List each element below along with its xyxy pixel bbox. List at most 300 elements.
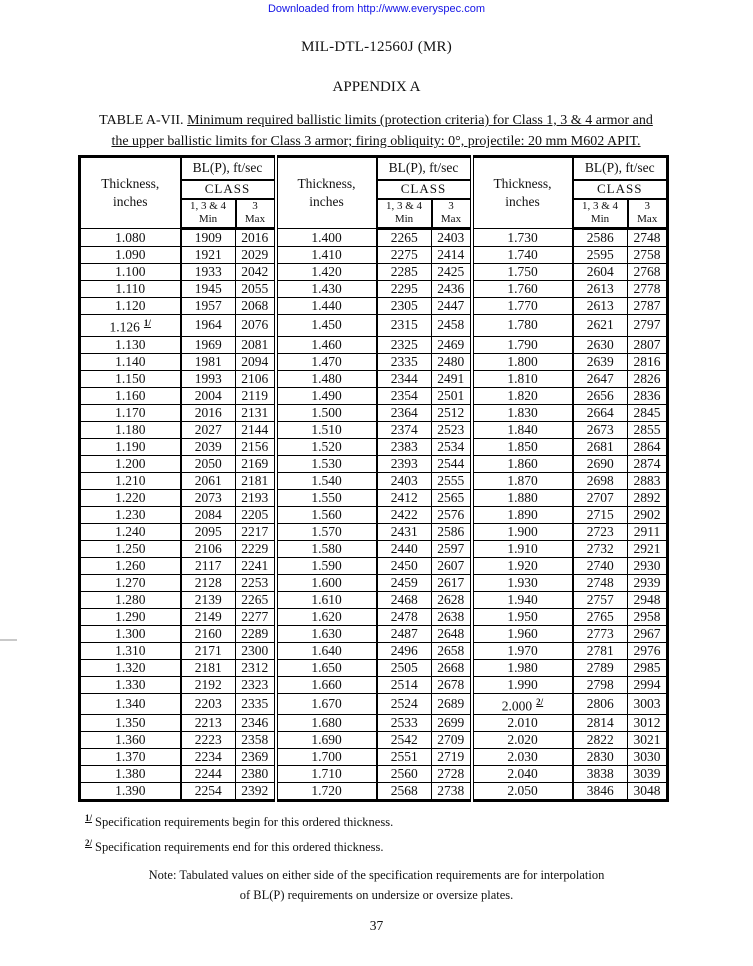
bl-min-cell: 2630 bbox=[573, 336, 628, 353]
bl-max-cell: 2921 bbox=[628, 540, 668, 557]
table-row bbox=[80, 472, 668, 489]
bl-max-cell: 2469 bbox=[432, 336, 472, 353]
table-row bbox=[80, 557, 668, 574]
bl-max-cell: 2728 bbox=[432, 766, 472, 783]
bl-min-cell: 2139 bbox=[181, 591, 236, 608]
bl-min-cell: 2213 bbox=[181, 715, 236, 732]
thickness-cell: 1.770 bbox=[472, 298, 573, 315]
thickness-cell: 1.920 bbox=[472, 557, 573, 574]
thickness-cell: 1.340 bbox=[80, 693, 181, 715]
bl-min-cell: 2468 bbox=[377, 591, 432, 608]
thickness-cell: 2.020 bbox=[472, 732, 573, 749]
bl-max-cell: 2948 bbox=[628, 591, 668, 608]
bl-min-cell: 2450 bbox=[377, 557, 432, 574]
bl-min-cell: 2160 bbox=[181, 625, 236, 642]
bl-max-cell: 2068 bbox=[236, 298, 276, 315]
bl-max-cell: 2617 bbox=[432, 574, 472, 591]
bl-max-cell: 2958 bbox=[628, 608, 668, 625]
bl-min-cell: 2514 bbox=[377, 676, 432, 693]
thickness-cell: 1.126 $^{1/}$ bbox=[80, 315, 181, 337]
bl-min-cell: 2265 bbox=[377, 229, 432, 247]
bl-max-cell: 2778 bbox=[628, 281, 668, 298]
bl-min-cell: 2478 bbox=[377, 608, 432, 625]
footnote-2: $^{2/}$ Specification requirements end for this ordered thickness. bbox=[85, 838, 384, 855]
bl-min-cell: 2459 bbox=[377, 574, 432, 591]
bl-max-cell: 2768 bbox=[628, 264, 668, 281]
thickness-cell: 1.820 bbox=[472, 387, 573, 404]
bl-max-cell: 2994 bbox=[628, 676, 668, 693]
thickness-cell: 1.720 bbox=[276, 783, 377, 801]
blp-header: BL(P), ft/sec bbox=[377, 157, 472, 180]
bl-max-cell: 3030 bbox=[628, 749, 668, 766]
bl-min-cell: 2664 bbox=[573, 404, 628, 421]
thickness-cell: 1.590 bbox=[276, 557, 377, 574]
bl-min-cell: 2496 bbox=[377, 642, 432, 659]
thickness-cell: 1.640 bbox=[276, 642, 377, 659]
bl-min-cell: 2073 bbox=[181, 489, 236, 506]
class-header: CLASS bbox=[573, 180, 668, 199]
table-row bbox=[80, 642, 668, 659]
note-text: Note: Tabulated values on either side of the specification requirements are for interpolation of BL(P) requirements on undersize or oversize plates. bbox=[148, 868, 605, 903]
bl-max-cell: 2193 bbox=[236, 489, 276, 506]
thickness-cell: 1.630 bbox=[276, 625, 377, 642]
bl-min-cell: 2244 bbox=[181, 766, 236, 783]
thickness-cell: 1.460 bbox=[276, 336, 377, 353]
thickness-cell: 1.990 bbox=[472, 676, 573, 693]
bl-max-cell: 3012 bbox=[628, 715, 668, 732]
table-row bbox=[80, 281, 668, 298]
thickness-cell: 1.440 bbox=[276, 298, 377, 315]
thickness-cell: 1.930 bbox=[472, 574, 573, 591]
bl-max-cell: 2403 bbox=[432, 229, 472, 247]
bl-min-cell: 2613 bbox=[573, 298, 628, 315]
bl-min-cell: 2524 bbox=[377, 693, 432, 715]
bl-min-cell: 2039 bbox=[181, 438, 236, 455]
table-row bbox=[80, 749, 668, 766]
bl-min-cell: 2305 bbox=[377, 298, 432, 315]
thickness-cell: 1.420 bbox=[276, 264, 377, 281]
footnote-1: $^{1/}$ Specification requirements begin for this ordered thickness. bbox=[85, 813, 394, 830]
bl-min-cell: 2383 bbox=[377, 438, 432, 455]
bl-max-cell: 2939 bbox=[628, 574, 668, 591]
thickness-cell: 1.540 bbox=[276, 472, 377, 489]
bl-min-cell: 2698 bbox=[573, 472, 628, 489]
bl-max-cell: 3003 bbox=[628, 693, 668, 715]
bl-max-cell: 2414 bbox=[432, 247, 472, 264]
bl-min-cell: 2732 bbox=[573, 540, 628, 557]
ballistic-limits-table bbox=[78, 155, 669, 802]
thickness-cell: 1.190 bbox=[80, 438, 181, 455]
bl-min-cell: 2128 bbox=[181, 574, 236, 591]
bl-min-cell: 2149 bbox=[181, 608, 236, 625]
max-header: 3 Max bbox=[236, 199, 276, 229]
bl-max-cell: 2501 bbox=[432, 387, 472, 404]
thickness-cell: 1.230 bbox=[80, 506, 181, 523]
bl-min-cell: 2723 bbox=[573, 523, 628, 540]
bl-max-cell: 2976 bbox=[628, 642, 668, 659]
table-row bbox=[80, 247, 668, 264]
bl-max-cell: 2638 bbox=[432, 608, 472, 625]
bl-max-cell: 3039 bbox=[628, 766, 668, 783]
table-row bbox=[80, 298, 668, 315]
bl-min-cell: 2822 bbox=[573, 732, 628, 749]
bl-max-cell: 2346 bbox=[236, 715, 276, 732]
blp-header: BL(P), ft/sec bbox=[181, 157, 276, 180]
bl-max-cell: 2864 bbox=[628, 438, 668, 455]
bl-min-cell: 2830 bbox=[573, 749, 628, 766]
bl-max-cell: 2738 bbox=[432, 783, 472, 801]
bl-max-cell: 2576 bbox=[432, 506, 472, 523]
table-row bbox=[80, 625, 668, 642]
bl-min-cell: 2707 bbox=[573, 489, 628, 506]
table-row bbox=[80, 732, 668, 749]
bl-min-cell: 2781 bbox=[573, 642, 628, 659]
thickness-cell: 1.650 bbox=[276, 659, 377, 676]
bl-max-cell: 2902 bbox=[628, 506, 668, 523]
bl-max-cell: 2277 bbox=[236, 608, 276, 625]
thickness-cell: 1.800 bbox=[472, 353, 573, 370]
thickness-header: Thickness, inches bbox=[472, 157, 573, 229]
bl-min-cell: 2203 bbox=[181, 693, 236, 715]
bl-min-cell: 2551 bbox=[377, 749, 432, 766]
bl-min-cell: 2505 bbox=[377, 659, 432, 676]
bl-min-cell: 2681 bbox=[573, 438, 628, 455]
bl-min-cell: 2765 bbox=[573, 608, 628, 625]
thickness-cell: 1.400 bbox=[276, 229, 377, 247]
bl-max-cell: 2930 bbox=[628, 557, 668, 574]
bl-max-cell: 2534 bbox=[432, 438, 472, 455]
thickness-cell: 1.300 bbox=[80, 625, 181, 642]
table-caption-line2: the upper ballistic limits for Class 3 armor; firing obliquity: 0°, projectile: 20 mm M602 APIT. bbox=[111, 134, 641, 149]
thickness-cell: 1.950 bbox=[472, 608, 573, 625]
table-row bbox=[80, 404, 668, 421]
header-row-blp bbox=[80, 157, 668, 180]
thickness-cell: 1.430 bbox=[276, 281, 377, 298]
bl-min-cell: 2344 bbox=[377, 370, 432, 387]
bl-min-cell: 2647 bbox=[573, 370, 628, 387]
bl-max-cell: 2555 bbox=[432, 472, 472, 489]
bl-min-cell: 1933 bbox=[181, 264, 236, 281]
bl-max-cell: 2181 bbox=[236, 472, 276, 489]
bl-min-cell: 2422 bbox=[377, 506, 432, 523]
thickness-cell: 1.170 bbox=[80, 404, 181, 421]
bl-min-cell: 2295 bbox=[377, 281, 432, 298]
thickness-cell: 1.320 bbox=[80, 659, 181, 676]
bl-max-cell: 2678 bbox=[432, 676, 472, 693]
footnote-2-marker: 2/ bbox=[85, 838, 93, 849]
bl-min-cell: 2748 bbox=[573, 574, 628, 591]
bl-max-cell: 2358 bbox=[236, 732, 276, 749]
table-caption bbox=[46, 110, 706, 152]
bl-min-cell: 2315 bbox=[377, 315, 432, 337]
bl-min-cell: 2595 bbox=[573, 247, 628, 264]
bl-max-cell: 2816 bbox=[628, 353, 668, 370]
bl-max-cell: 2658 bbox=[432, 642, 472, 659]
bl-max-cell: 2425 bbox=[432, 264, 472, 281]
thickness-cell: 1.270 bbox=[80, 574, 181, 591]
bl-min-cell: 2715 bbox=[573, 506, 628, 523]
thickness-cell: 1.560 bbox=[276, 506, 377, 523]
bl-max-cell: 2668 bbox=[432, 659, 472, 676]
bl-max-cell: 2807 bbox=[628, 336, 668, 353]
bl-min-cell: 1969 bbox=[181, 336, 236, 353]
class-header: CLASS bbox=[377, 180, 472, 199]
table-row bbox=[80, 353, 668, 370]
bl-max-cell: 2106 bbox=[236, 370, 276, 387]
bl-max-cell: 2491 bbox=[432, 370, 472, 387]
thickness-cell: 1.310 bbox=[80, 642, 181, 659]
bl-min-cell: 2604 bbox=[573, 264, 628, 281]
bl-max-cell: 2016 bbox=[236, 229, 276, 247]
bl-min-cell: 2568 bbox=[377, 783, 432, 801]
bl-max-cell: 2055 bbox=[236, 281, 276, 298]
table-row bbox=[80, 370, 668, 387]
bl-max-cell: 2094 bbox=[236, 353, 276, 370]
thickness-cell: 1.490 bbox=[276, 387, 377, 404]
scan-artifact bbox=[0, 639, 17, 641]
thickness-cell: 1.700 bbox=[276, 749, 377, 766]
thickness-cell: 1.530 bbox=[276, 455, 377, 472]
thickness-cell: 1.680 bbox=[276, 715, 377, 732]
thickness-cell: 2.040 bbox=[472, 766, 573, 783]
bl-max-cell: 2855 bbox=[628, 421, 668, 438]
bl-min-cell: 2275 bbox=[377, 247, 432, 264]
table-row bbox=[80, 523, 668, 540]
class-header: CLASS bbox=[181, 180, 276, 199]
bl-max-cell: 2436 bbox=[432, 281, 472, 298]
table-row bbox=[80, 659, 668, 676]
thickness-cell: 1.110 bbox=[80, 281, 181, 298]
bl-min-cell: 2117 bbox=[181, 557, 236, 574]
thickness-cell: 1.280 bbox=[80, 591, 181, 608]
bl-max-cell: 2845 bbox=[628, 404, 668, 421]
table-row bbox=[80, 264, 668, 281]
bl-min-cell: 1981 bbox=[181, 353, 236, 370]
thickness-cell: 1.100 bbox=[80, 264, 181, 281]
thickness-cell: 1.180 bbox=[80, 421, 181, 438]
bl-min-cell: 2403 bbox=[377, 472, 432, 489]
bl-min-cell: 1921 bbox=[181, 247, 236, 264]
bl-max-cell: 2229 bbox=[236, 540, 276, 557]
thickness-cell: 1.760 bbox=[472, 281, 573, 298]
bl-min-cell: 2487 bbox=[377, 625, 432, 642]
blp-header: BL(P), ft/sec bbox=[573, 157, 668, 180]
bl-min-cell: 2613 bbox=[573, 281, 628, 298]
thickness-cell: 1.710 bbox=[276, 766, 377, 783]
table-row bbox=[80, 438, 668, 455]
min-header: 1, 3 & 4 Min bbox=[181, 199, 236, 229]
bl-max-cell: 2874 bbox=[628, 455, 668, 472]
thickness-cell: 1.130 bbox=[80, 336, 181, 353]
thickness-cell: 1.470 bbox=[276, 353, 377, 370]
page-number: 37 bbox=[369, 918, 384, 933]
thickness-cell: 1.750 bbox=[472, 264, 573, 281]
bl-max-cell: 2253 bbox=[236, 574, 276, 591]
thickness-cell: 1.510 bbox=[276, 421, 377, 438]
thickness-cell: 1.220 bbox=[80, 489, 181, 506]
bl-min-cell: 1964 bbox=[181, 315, 236, 337]
bl-min-cell: 2325 bbox=[377, 336, 432, 353]
thickness-cell: 1.870 bbox=[472, 472, 573, 489]
thickness-cell: 1.890 bbox=[472, 506, 573, 523]
bl-min-cell: 2586 bbox=[573, 229, 628, 247]
bl-min-cell: 2673 bbox=[573, 421, 628, 438]
thickness-cell: 1.290 bbox=[80, 608, 181, 625]
table-row bbox=[80, 315, 668, 337]
bl-max-cell: 2967 bbox=[628, 625, 668, 642]
thickness-cell: 1.150 bbox=[80, 370, 181, 387]
bl-min-cell: 2773 bbox=[573, 625, 628, 642]
thickness-cell: 1.390 bbox=[80, 783, 181, 801]
thickness-cell: 1.860 bbox=[472, 455, 573, 472]
bl-max-cell: 2985 bbox=[628, 659, 668, 676]
bl-min-cell: 1945 bbox=[181, 281, 236, 298]
bl-min-cell: 1957 bbox=[181, 298, 236, 315]
bl-min-cell: 3846 bbox=[573, 783, 628, 801]
thickness-header: Thickness, inches bbox=[276, 157, 377, 229]
bl-min-cell: 2412 bbox=[377, 489, 432, 506]
thickness-cell: 1.690 bbox=[276, 732, 377, 749]
thickness-cell: 1.080 bbox=[80, 229, 181, 247]
bl-max-cell: 2265 bbox=[236, 591, 276, 608]
bl-max-cell: 2797 bbox=[628, 315, 668, 337]
bl-min-cell: 2084 bbox=[181, 506, 236, 523]
bl-max-cell: 2758 bbox=[628, 247, 668, 264]
bl-max-cell: 2392 bbox=[236, 783, 276, 801]
thickness-cell: 1.970 bbox=[472, 642, 573, 659]
bl-min-cell: 2095 bbox=[181, 523, 236, 540]
bl-max-cell: 2586 bbox=[432, 523, 472, 540]
table-row bbox=[80, 421, 668, 438]
thickness-cell: 2.030 bbox=[472, 749, 573, 766]
thickness-cell: 1.960 bbox=[472, 625, 573, 642]
thickness-cell: 1.850 bbox=[472, 438, 573, 455]
bl-min-cell: 2789 bbox=[573, 659, 628, 676]
thickness-cell: 2.000 $^{2/}$ bbox=[472, 693, 573, 715]
thickness-cell: 1.980 bbox=[472, 659, 573, 676]
bl-max-cell: 2911 bbox=[628, 523, 668, 540]
table-row bbox=[80, 387, 668, 404]
thickness-cell: 1.140 bbox=[80, 353, 181, 370]
thickness-cell: 1.120 bbox=[80, 298, 181, 315]
thickness-cell: 2.050 bbox=[472, 783, 573, 801]
bl-max-cell: 2312 bbox=[236, 659, 276, 676]
thickness-cell: 1.780 bbox=[472, 315, 573, 337]
thickness-cell: 2.010 bbox=[472, 715, 573, 732]
bl-max-cell: 3048 bbox=[628, 783, 668, 801]
thickness-cell: 1.620 bbox=[276, 608, 377, 625]
bl-min-cell: 1909 bbox=[181, 229, 236, 247]
thickness-header: Thickness, inches bbox=[80, 157, 181, 229]
thickness-cell: 1.330 bbox=[80, 676, 181, 693]
bl-min-cell: 2061 bbox=[181, 472, 236, 489]
bl-min-cell: 2374 bbox=[377, 421, 432, 438]
footnote-marker: 1/ bbox=[143, 318, 151, 328]
bl-min-cell: 2050 bbox=[181, 455, 236, 472]
watermark-link[interactable]: Downloaded from http://www.everyspec.com bbox=[267, 3, 486, 15]
bl-max-cell: 2217 bbox=[236, 523, 276, 540]
thickness-cell: 1.260 bbox=[80, 557, 181, 574]
bl-max-cell: 2042 bbox=[236, 264, 276, 281]
thickness-cell: 1.900 bbox=[472, 523, 573, 540]
table-row bbox=[80, 608, 668, 625]
bl-max-cell: 2369 bbox=[236, 749, 276, 766]
bl-min-cell: 2181 bbox=[181, 659, 236, 676]
bl-min-cell: 2814 bbox=[573, 715, 628, 732]
table-row bbox=[80, 574, 668, 591]
table-row bbox=[80, 693, 668, 715]
thickness-cell: 1.500 bbox=[276, 404, 377, 421]
bl-min-cell: 2223 bbox=[181, 732, 236, 749]
table-body bbox=[80, 229, 668, 801]
bl-min-cell: 2798 bbox=[573, 676, 628, 693]
thickness-cell: 1.910 bbox=[472, 540, 573, 557]
table-row bbox=[80, 766, 668, 783]
thickness-cell: 1.730 bbox=[472, 229, 573, 247]
bl-min-cell: 2335 bbox=[377, 353, 432, 370]
bl-min-cell: 2656 bbox=[573, 387, 628, 404]
table-row bbox=[80, 715, 668, 732]
bl-min-cell: 2440 bbox=[377, 540, 432, 557]
table-row bbox=[80, 783, 668, 801]
bl-max-cell: 2205 bbox=[236, 506, 276, 523]
appendix-heading: APPENDIX A bbox=[332, 79, 421, 95]
bl-max-cell: 2480 bbox=[432, 353, 472, 370]
bl-min-cell: 2621 bbox=[573, 315, 628, 337]
thickness-cell: 1.580 bbox=[276, 540, 377, 557]
thickness-cell: 1.360 bbox=[80, 732, 181, 749]
thickness-cell: 1.380 bbox=[80, 766, 181, 783]
footnotes bbox=[85, 808, 753, 858]
footnote-marker: 2/ bbox=[536, 696, 544, 707]
min-header: 1, 3 & 4 Min bbox=[573, 199, 628, 229]
thickness-cell: 1.370 bbox=[80, 749, 181, 766]
bl-max-cell: 2597 bbox=[432, 540, 472, 557]
thickness-cell: 1.480 bbox=[276, 370, 377, 387]
bl-max-cell: 2300 bbox=[236, 642, 276, 659]
bl-min-cell: 2542 bbox=[377, 732, 432, 749]
bl-max-cell: 2719 bbox=[432, 749, 472, 766]
thickness-cell: 1.520 bbox=[276, 438, 377, 455]
table-caption-label: TABLE A-VII. bbox=[99, 113, 184, 128]
bl-min-cell: 2740 bbox=[573, 557, 628, 574]
bl-min-cell: 2757 bbox=[573, 591, 628, 608]
document-id: MIL-DTL-12560J (MR) bbox=[301, 39, 452, 55]
bl-min-cell: 2533 bbox=[377, 715, 432, 732]
bl-min-cell: 2393 bbox=[377, 455, 432, 472]
bl-max-cell: 2169 bbox=[236, 455, 276, 472]
table-row bbox=[80, 489, 668, 506]
bl-max-cell: 2787 bbox=[628, 298, 668, 315]
thickness-cell: 1.570 bbox=[276, 523, 377, 540]
bl-min-cell: 2016 bbox=[181, 404, 236, 421]
bl-min-cell: 2285 bbox=[377, 264, 432, 281]
bl-min-cell: 2806 bbox=[573, 693, 628, 715]
thickness-cell: 1.790 bbox=[472, 336, 573, 353]
bl-max-cell: 2144 bbox=[236, 421, 276, 438]
table-header bbox=[80, 157, 668, 229]
max-header: 3 Max bbox=[628, 199, 668, 229]
thickness-cell: 1.350 bbox=[80, 715, 181, 732]
bl-max-cell: 2544 bbox=[432, 455, 472, 472]
thickness-cell: 1.660 bbox=[276, 676, 377, 693]
table-row bbox=[80, 676, 668, 693]
thickness-cell: 1.670 bbox=[276, 693, 377, 715]
bl-max-cell: 2335 bbox=[236, 693, 276, 715]
bl-max-cell: 2699 bbox=[432, 715, 472, 732]
bl-max-cell: 2447 bbox=[432, 298, 472, 315]
bl-min-cell: 2106 bbox=[181, 540, 236, 557]
